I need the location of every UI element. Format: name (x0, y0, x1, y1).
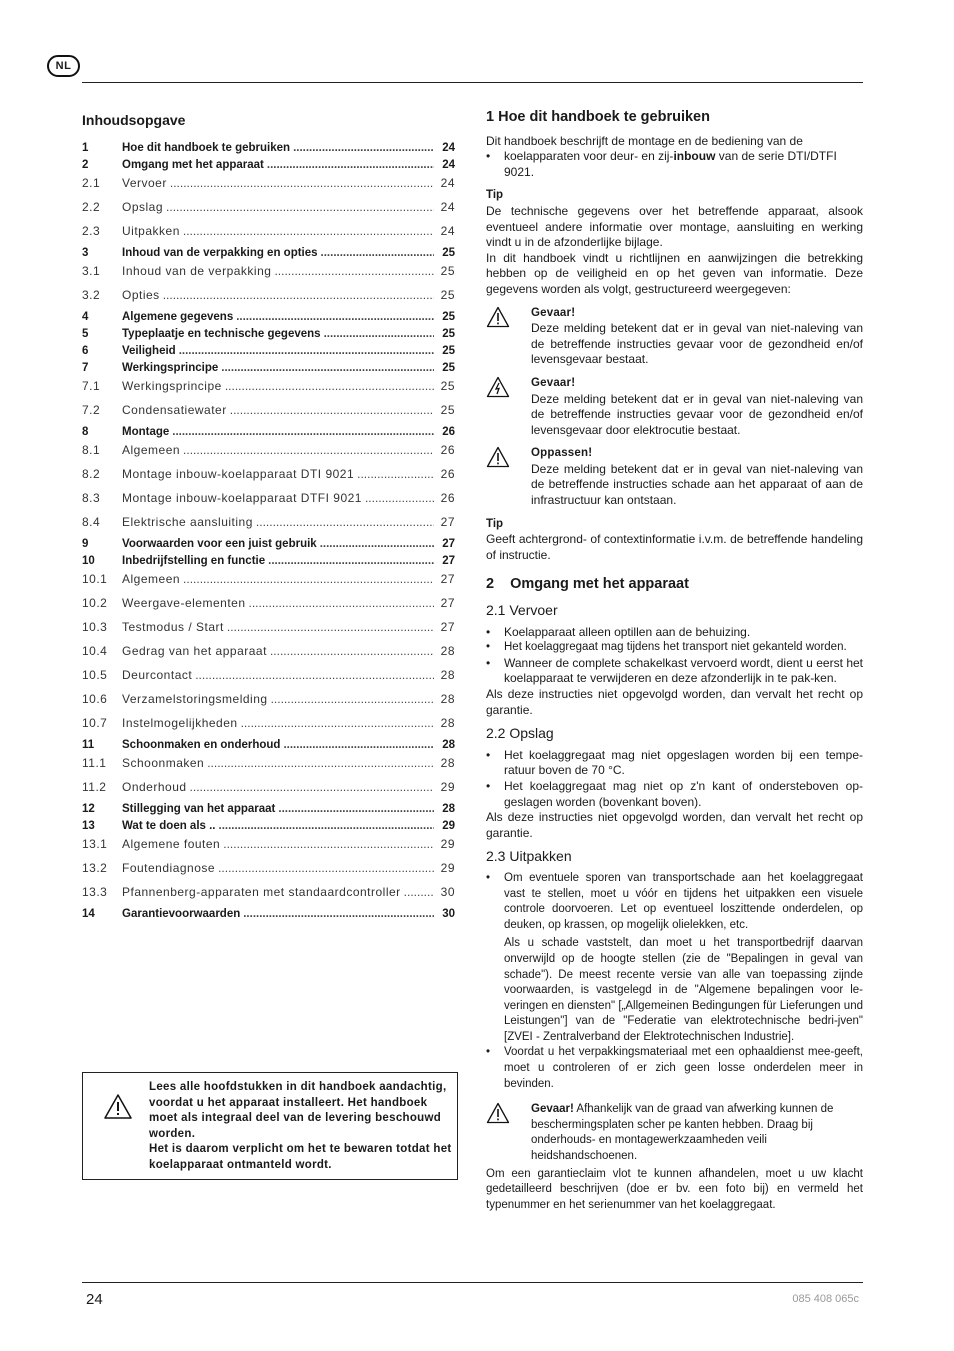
warning-text: Deze melding betekent dat er in geval van niet-naleving van de betreffende instructies gevaar voor de gezondheid en/of levensgevaar bestaat. (531, 321, 863, 367)
toc-num: 4 (82, 311, 89, 323)
toc-page: 27 (442, 538, 455, 550)
warning-block-caution (486, 446, 863, 508)
toc-title: Instelmogelijkheden (122, 716, 238, 730)
toc-num: 14 (82, 908, 95, 920)
notice-box (82, 1072, 458, 1180)
toc-page: 28 (440, 644, 455, 658)
header-rule (82, 82, 863, 83)
toc-num: 3 (82, 247, 89, 259)
toc-page: 25 (442, 345, 455, 357)
toc-dots (221, 362, 434, 374)
toc-dots (236, 311, 434, 323)
toc-entry (82, 426, 455, 438)
warning-icon (486, 306, 510, 333)
toc-title: Werkingsprincipe (122, 362, 219, 374)
toc-page: 25 (440, 264, 455, 278)
toc-num: 13.3 (82, 885, 108, 899)
toc-page: 26 (440, 467, 455, 481)
toc-entry (82, 885, 455, 899)
toc-entry (82, 142, 455, 154)
toc-title: Deurcontact (122, 668, 193, 682)
list-item: • Koelapparaat alleen optillen aan de behuizing. (486, 625, 863, 641)
list-item: • Voordat u het verpakkingsmateriaal met een ophaaldienst mee-geeft, moet u controleren of er zich geen losse onderdelen meer in bevinden. (486, 1045, 863, 1092)
toc-num: 10.5 (82, 668, 108, 682)
toc-num: 10.4 (82, 644, 108, 658)
toc-num: 13.2 (82, 861, 108, 875)
toc-entry (82, 780, 455, 794)
toc-dots (274, 264, 434, 278)
tip-label: Tip (486, 189, 504, 202)
toc-title: Inbedrijfstelling en functie (122, 555, 266, 567)
section-1-list (486, 149, 863, 180)
toc-dots (183, 443, 434, 457)
toc-num: 9 (82, 538, 89, 550)
toc-entry (82, 572, 455, 586)
toc-title: Algemeen (122, 443, 181, 457)
list-item: • Het koelaggregaat mag niet opgeslagen worden bij een tempe-ratuur boven de 70 °C. (486, 748, 863, 779)
toc-dots (172, 426, 434, 438)
toc-dots (357, 467, 434, 481)
toc-num: 6 (82, 345, 89, 357)
toc-num: 10 (82, 555, 95, 567)
notice-text-2: Het is daarom verplicht om het te bewaren totdat het koelapparaat ontmanteld wordt. (149, 1143, 452, 1171)
toc-dots (324, 328, 434, 340)
toc-entry (82, 224, 455, 238)
toc-page: 28 (440, 756, 455, 770)
toc-title: Veiligheid (122, 345, 176, 357)
toc-page: 25 (440, 379, 455, 393)
toc-entry (82, 328, 455, 340)
toc-entry (82, 264, 455, 278)
toc-title: Inhoudsopgave (82, 112, 186, 128)
toc-dots (241, 716, 434, 730)
toc-num: 8.1 (82, 443, 101, 457)
toc-page: 25 (442, 362, 455, 374)
language-badge: NL (47, 55, 80, 77)
toc-dots (365, 491, 434, 505)
toc-num: 11 (82, 739, 95, 751)
toc-dots (195, 668, 434, 682)
toc-entry (82, 515, 455, 529)
toc-entry (82, 668, 455, 682)
notice-text-1: Lees alle hoofdstukken in dit handboek aandachtig, voordat u het apparaat installeert. Het handboek moet als integraal deel van de levering beschouwd worden. (149, 1081, 447, 1140)
toc-title: Schoonmaken en onderhoud (122, 739, 281, 751)
toc-page: 27 (440, 596, 455, 610)
toc-entry (82, 739, 455, 751)
toc-dots (166, 200, 434, 214)
page-number: 24 (86, 1291, 103, 1308)
toc-dots (207, 756, 434, 770)
toc-title: Hoe dit handboek te gebruiken (122, 142, 291, 154)
caution-icon (486, 446, 510, 473)
toc-num: 10.3 (82, 620, 108, 634)
toc-num: 7 (82, 362, 89, 374)
toc-dots (270, 644, 434, 658)
warning-icon (103, 1093, 133, 1125)
main-content (486, 110, 863, 1213)
toc-num: 3.2 (82, 288, 101, 302)
tip-label: Tip (486, 517, 504, 530)
toc-page: 25 (442, 328, 455, 340)
toc-entry (82, 311, 455, 323)
toc-dots (278, 803, 434, 815)
toc-title: Algemeen (122, 572, 181, 586)
toc-title: Testmodus / Start (122, 620, 224, 634)
toc-title: Garantievoorwaarden (122, 908, 241, 920)
toc-entry (82, 403, 455, 417)
warning-block-sharp-edges: Gevaar! Afhankelijk van de graad van afwerking kunnen de beschermingsplaten scher pe kanten hebben. Draag bij onderhouds- en montagewerkzaamheden veili heidshandschoenen. (486, 1102, 863, 1164)
warning-block-danger (486, 306, 863, 368)
toc-num: 10.2 (82, 596, 108, 610)
toc-entry (82, 692, 455, 706)
section-1-heading: 1 Hoe dit handboek te gebruiken (486, 109, 710, 125)
toc-entry (82, 443, 455, 457)
toc-page: 30 (442, 908, 455, 920)
tip-text: Geeft achtergrond- of contextinformatie i.v.m. de betreffende handeling of instructie. (486, 532, 863, 562)
section-2-2-note: Als deze instructies niet opgevolgd worden, dan vervalt het recht op garantie. (486, 810, 863, 840)
document-code: 085 408 065c (792, 1293, 859, 1305)
toc-title: Montage inbouw-koelapparaat DTFI 9021 (122, 491, 362, 505)
toc-page: 27 (440, 620, 455, 634)
toc-dots (223, 837, 434, 851)
toc-dots (283, 739, 434, 751)
toc-entry (82, 908, 455, 920)
toc-dots (219, 820, 434, 832)
toc-page: 24 (440, 176, 455, 190)
toc-entry (82, 345, 455, 357)
section-2-1-note: Als deze instructies niet opgevolgd worden, dan vervalt het recht op garantie. (486, 687, 863, 717)
toc-entry (82, 596, 455, 610)
toc-num: 11.1 (82, 756, 107, 770)
toc-entry (82, 362, 455, 374)
toc-entry (82, 620, 455, 634)
toc-entry (82, 491, 455, 505)
warning-icon (486, 1102, 510, 1130)
list-item: • koelapparaten voor deur- en zij-inbouw van de serie DTI/DTFI 9021. (486, 149, 863, 180)
footer-rule (82, 1282, 863, 1283)
toc-page: 28 (440, 716, 455, 730)
toc-page: 28 (440, 692, 455, 706)
list-item: • Het koelaggregaat mag niet op z'n kant of ondersteboven op-geslagen worden (bovenkant boven). (486, 779, 863, 810)
toc-page: 28 (442, 739, 455, 751)
toc-dots (230, 403, 434, 417)
guidelines-text: In dit handboek vindt u richtlijnen en aanwijzingen die betrekking hebben op de veiligheid en op het geven van informatie. Deze gegevens worden als volgt, gestructureerd weergegeven: (486, 250, 863, 296)
toc-title: Omgang met het apparaat (122, 159, 264, 171)
toc-dots (321, 247, 434, 259)
toc-dots (271, 692, 434, 706)
toc-num: 10.7 (82, 716, 108, 730)
toc-title: Inhoud van de verpakking en opties (122, 247, 318, 259)
toc-entry (82, 756, 455, 770)
table-of-contents (82, 112, 455, 920)
toc-title: Uitpakken (122, 224, 180, 238)
toc-dots (227, 620, 434, 634)
toc-entry (82, 803, 455, 815)
toc-entry (82, 467, 455, 481)
toc-page: 26 (440, 443, 455, 457)
section-2-heading: 2 Omgang met het apparaat (486, 576, 689, 593)
toc-title: Verzamelstoringsmelding (122, 692, 268, 706)
toc-num: 2.3 (82, 224, 101, 238)
toc-num: 12 (82, 803, 95, 815)
toc-title: Gedrag van het apparaat (122, 644, 267, 658)
toc-entry (82, 820, 455, 832)
toc-dots (179, 345, 434, 357)
toc-entry (82, 247, 455, 259)
toc-title: Typeplaatje en technische gegevens (122, 328, 321, 340)
toc-list (82, 142, 455, 920)
toc-page: 28 (440, 668, 455, 682)
toc-page: 24 (442, 142, 455, 154)
toc-title: Montage (122, 426, 170, 438)
toc-dots (404, 885, 434, 899)
toc-page: 24 (442, 159, 455, 171)
warning-label: Gevaar! (531, 376, 576, 389)
toc-title: Vervoer (122, 176, 167, 190)
toc-entry (82, 861, 455, 875)
toc-title: Montage inbouw-koelapparaat DTI 9021 (122, 467, 355, 481)
toc-num: 2.2 (82, 200, 101, 214)
toc-num: 7.1 (82, 379, 101, 393)
toc-dots (293, 142, 434, 154)
section-2-3-list (486, 871, 863, 1092)
toc-dots (267, 159, 434, 171)
toc-num: 8.4 (82, 515, 101, 529)
section-2-1-list (486, 625, 863, 687)
toc-page: 29 (440, 861, 455, 875)
toc-dots (190, 780, 434, 794)
toc-num: 11.2 (82, 780, 107, 794)
toc-entry (82, 716, 455, 730)
warning-label: Gevaar! (531, 306, 576, 319)
toc-title: Onderhoud (122, 780, 187, 794)
toc-page: 26 (440, 491, 455, 505)
section-1-intro: Dit handboek beschrijft de montage en de bediening van de (486, 133, 803, 148)
toc-entry (82, 555, 455, 567)
toc-title: Pfannenberg-apparaten met standaardcontroller (122, 885, 401, 899)
toc-num: 2.1 (82, 176, 101, 190)
toc-num: 1 (82, 142, 89, 154)
toc-page: 27 (442, 555, 455, 567)
toc-title: Algemene gegevens (122, 311, 234, 323)
toc-dots (320, 538, 434, 550)
toc-num: 8 (82, 426, 89, 438)
toc-num: 8.2 (82, 467, 101, 481)
toc-title: Opties (122, 288, 160, 302)
list-item: • Het koelaggregaat mag tijdens het transport niet gekanteld worden. (486, 640, 863, 656)
toc-dots (183, 224, 434, 238)
toc-title: Inhoud van de verpakking (122, 264, 272, 278)
toc-page: 30 (440, 885, 455, 899)
toc-entry (82, 538, 455, 550)
toc-page: 27 (440, 572, 455, 586)
warranty-claim-text: Om een garantieclaim vlot te kunnen afhandelen, moet u uw klacht gedetailleerd beschrijven (doe er bv. een foto bij) en vermeld het typenummer en het serienummer van het koelaggregaat. (486, 1167, 863, 1211)
toc-title: Elektrische aansluiting (122, 515, 253, 529)
list-item: • Wanneer de complete schakelkast vervoerd wordt, dient u eerst het koelapparaat te verwijderen en deze afzonderlijk in te pak-ken. (486, 656, 863, 687)
toc-entry (82, 176, 455, 190)
tip-text: De technische gegevens over het betreffende apparaat, alsook eventueel andere informatie over montage, aansluiting en werking vindt u in de afzonderlijke bijlage. (486, 203, 863, 250)
section-2-1-heading: 2.1 Vervoer (486, 602, 558, 619)
toc-num: 13.1 (82, 837, 108, 851)
toc-page: 25 (442, 247, 455, 259)
toc-dots (268, 555, 434, 567)
toc-title: Algemene fouten (122, 837, 221, 851)
toc-page: 25 (442, 311, 455, 323)
toc-dots (170, 176, 434, 190)
toc-dots (243, 908, 434, 920)
warning-text: Deze melding betekent dat er in geval van niet-naleving van de betreffende instructies schade aan het apparaat of aan de infrastructuur kan ontstaan. (531, 461, 863, 508)
toc-page: 29 (440, 780, 455, 794)
warning-text: Deze melding betekent dat er in geval van niet-naleving van de betreffende instructies gevaar voor de gezondheid en/of levensgevaar door elektrocutie bestaat. (531, 391, 863, 437)
toc-entry (82, 288, 455, 302)
toc-entry (82, 159, 455, 171)
toc-dots (163, 288, 434, 302)
toc-page: 24 (440, 224, 455, 238)
toc-page: 25 (440, 288, 455, 302)
toc-dots (225, 379, 434, 393)
toc-page: 29 (442, 820, 455, 832)
toc-dots (249, 596, 434, 610)
toc-page: 27 (440, 515, 455, 529)
toc-entry (82, 200, 455, 214)
toc-num: 7.2 (82, 403, 101, 417)
list-item: • Om eventuele sporen van transportschade aan het koelaggregaat vast te stellen, moet u vóór en tijdens het uitpakken een visuele controle doorvoeren. Let op eventueel loszittende onderdelen, op deuken, op krassen, op mogelijk olielekken, etc. Als u schade vaststelt, dan moet u het transportbedrijf daarvan onverwijld op de hoogte stellen (zie de "Bepalingen in geval van schade"). De meest recente versie van alle van toepassing zijnde voorwaarden, is vastgelegd in de "Algemene bepalingen voor le-veringen en diensten" [„Allgemeinen Bedingungen für Lieferungen und Leistungen"] van de "Federatie van elektrotechnische bedri-jven" [ZVEI - Zentralverband der Elektrotechnischen Industrie]. (486, 871, 863, 1046)
toc-num: 8.3 (82, 491, 101, 505)
toc-num: 3.1 (82, 264, 101, 278)
toc-entry (82, 644, 455, 658)
toc-num: 10.1 (82, 572, 108, 586)
section-2-3-heading: 2.3 Uitpakken (486, 848, 572, 865)
toc-dots (256, 515, 434, 529)
toc-num: 10.6 (82, 692, 108, 706)
toc-entry (82, 837, 455, 851)
toc-title: Schoonmaken (122, 756, 205, 770)
toc-title: Stillegging van het apparaat (122, 803, 276, 815)
toc-num: 2 (82, 159, 89, 171)
toc-title: Foutendiagnose (122, 861, 216, 875)
section-2-2-list (486, 748, 863, 810)
toc-title: Wat te doen als .. (122, 820, 216, 832)
toc-page: 29 (440, 837, 455, 851)
toc-page: 25 (440, 403, 455, 417)
toc-page: 28 (442, 803, 455, 815)
warning-label: Oppassen! (531, 447, 593, 460)
toc-entry (82, 379, 455, 393)
toc-page: 24 (440, 200, 455, 214)
electric-hazard-icon (486, 376, 510, 403)
toc-dots (183, 572, 434, 586)
section-2-2-heading: 2.2 Opslag (486, 725, 554, 742)
toc-title: Weergave-elementen (122, 596, 246, 610)
toc-title: Voorwaarden voor een juist gebruik (122, 538, 317, 550)
toc-page: 26 (442, 426, 455, 438)
toc-title: Werkingsprincipe (122, 379, 222, 393)
toc-num: 5 (82, 328, 89, 340)
warning-block-electric (486, 376, 863, 438)
toc-dots (218, 861, 434, 875)
toc-num: 13 (82, 820, 95, 832)
toc-title: Condensatiewater (122, 403, 227, 417)
toc-title: Opslag (122, 200, 164, 214)
